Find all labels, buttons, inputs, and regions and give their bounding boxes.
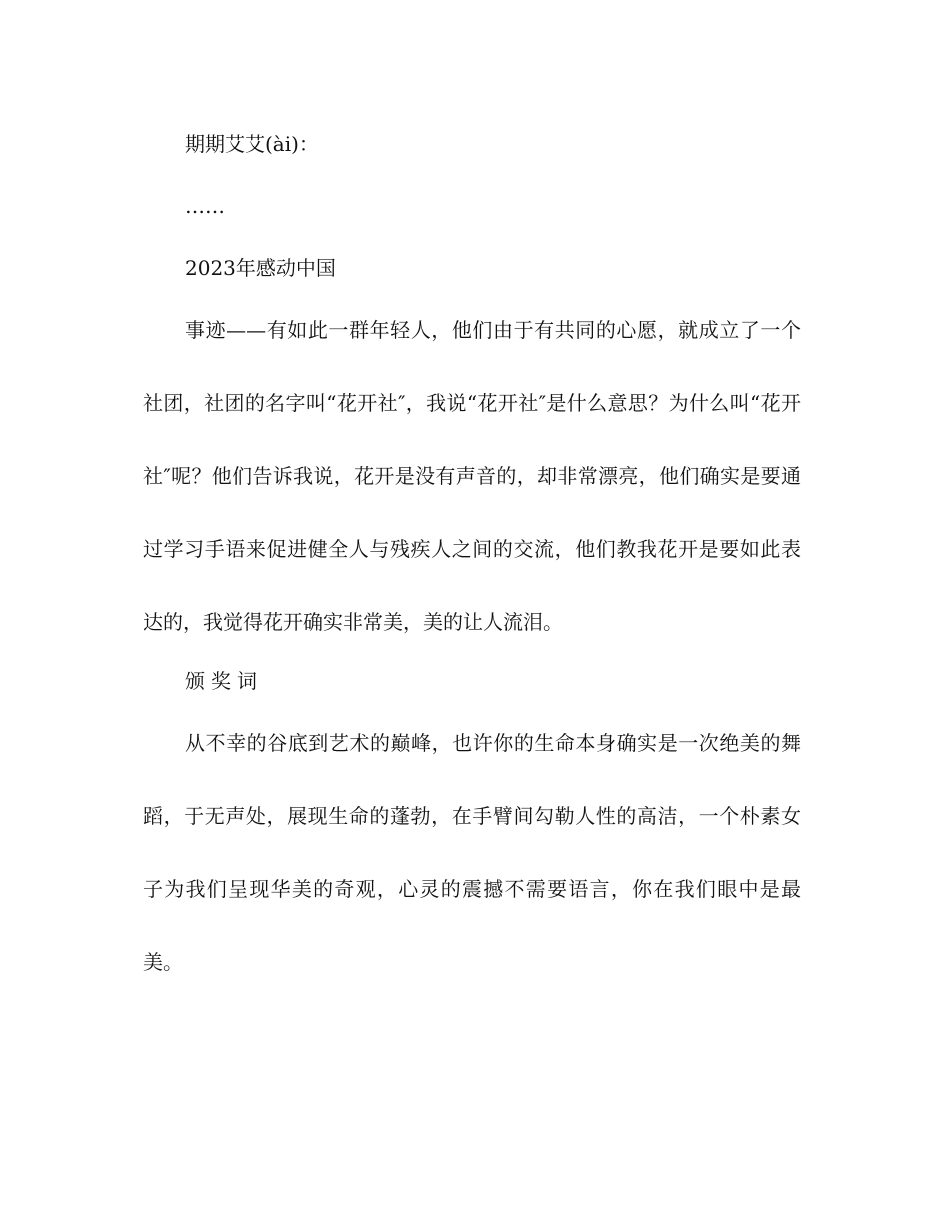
paragraph-heading-touching-china: 2023年感动中国	[185, 256, 336, 280]
paragraph-deeds: 事迹——有如此一群年轻人，他们由于有共同的心愿，就成立了一个社团，社团的名字叫“花开社″，我说“花开社″是什么意思？为什么叫“花开社″呢？他们告诉我说，花开是没有声音的，却非常漂亮，他们确实是要通过学习手语来促进健全人与残疾人之间的交流，他们教我花开是要如此表达的，我觉得花开确实非常美，美的让人流泪。	[143, 318, 801, 634]
paragraph-ellipsis: ……	[185, 194, 225, 218]
document-body	[143, 124, 801, 1001]
paragraph-award-speech: 从不幸的谷底到艺术的巅峰，也许你的生命本身确实是一次绝美的舞蹈，于无声处，展现生命的蓬勃，在手臂间勾勒人性的高洁，一个朴素女子为我们呈现华美的奇观，心灵的震撼不需要语言，你在我们眼中是最美。	[143, 731, 801, 974]
paragraph-heading-award-speech: 颁奖词	[185, 669, 263, 693]
paragraph-idiom: 期期艾艾(ài)：	[185, 132, 319, 156]
